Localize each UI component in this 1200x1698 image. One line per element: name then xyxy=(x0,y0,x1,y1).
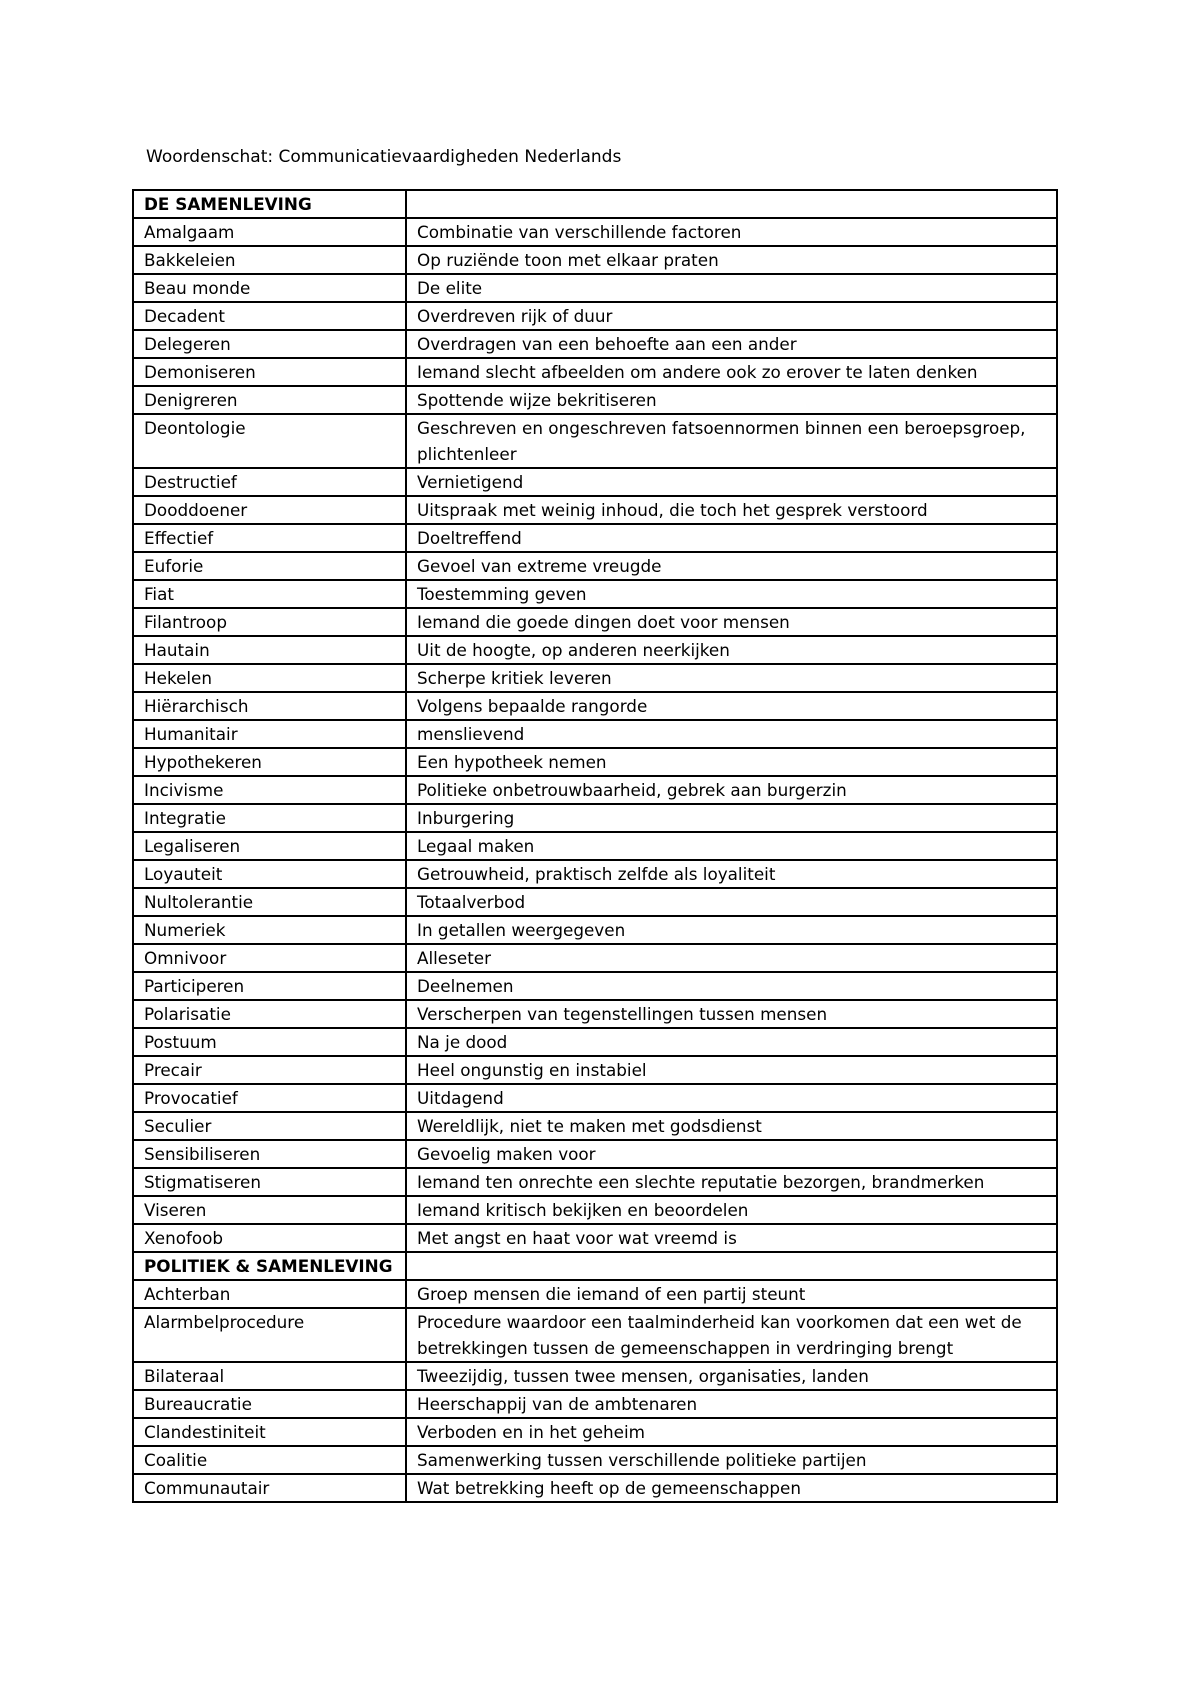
term-cell: Xenofoob xyxy=(133,1224,406,1252)
table-row xyxy=(133,944,1057,972)
term-cell: Fiat xyxy=(133,580,406,608)
definition-cell: Iemand ten onrechte een slechte reputatie bezorgen, brandmerken xyxy=(406,1168,1057,1196)
definition-cell: Legaal maken xyxy=(406,832,1057,860)
term-cell: Decadent xyxy=(133,302,406,330)
table-row xyxy=(133,916,1057,944)
table-row xyxy=(133,468,1057,496)
table-row xyxy=(133,1308,1057,1362)
table-row xyxy=(133,1168,1057,1196)
term-cell: Hypothekeren xyxy=(133,748,406,776)
table-row xyxy=(133,1224,1057,1252)
term-cell: Euforie xyxy=(133,552,406,580)
definition-cell: Vernietigend xyxy=(406,468,1057,496)
definition-cell: Samenwerking tussen verschillende politieke partijen xyxy=(406,1446,1057,1474)
definition-cell: Getrouwheid, praktisch zelfde als loyaliteit xyxy=(406,860,1057,888)
table-row xyxy=(133,330,1057,358)
definition-cell: Op ruziënde toon met elkaar praten xyxy=(406,246,1057,274)
definition-cell: Uitdagend xyxy=(406,1084,1057,1112)
section-heading-empty-cell xyxy=(406,190,1057,218)
table-row xyxy=(133,414,1057,468)
definition-cell: Tweezijdig, tussen twee mensen, organisaties, landen xyxy=(406,1362,1057,1390)
definition-cell: Scherpe kritiek leveren xyxy=(406,664,1057,692)
term-cell: Demoniseren xyxy=(133,358,406,386)
term-cell: Deontologie xyxy=(133,414,406,468)
table-row xyxy=(133,1056,1057,1084)
term-cell: Hiërarchisch xyxy=(133,692,406,720)
definition-cell: Totaalverbod xyxy=(406,888,1057,916)
definition-cell: Verscherpen van tegenstellingen tussen mensen xyxy=(406,1000,1057,1028)
table-row xyxy=(133,496,1057,524)
table-row xyxy=(133,1418,1057,1446)
term-cell: Viseren xyxy=(133,1196,406,1224)
term-cell: Clandestiniteit xyxy=(133,1418,406,1446)
table-row xyxy=(133,246,1057,274)
term-cell: Bureaucratie xyxy=(133,1390,406,1418)
term-cell: Effectief xyxy=(133,524,406,552)
definition-cell: In getallen weergegeven xyxy=(406,916,1057,944)
term-cell: Incivisme xyxy=(133,776,406,804)
definition-cell: Gevoel van extreme vreugde xyxy=(406,552,1057,580)
table-row xyxy=(133,274,1057,302)
definition-cell: Overdragen van een behoefte aan een ander xyxy=(406,330,1057,358)
table-row xyxy=(133,692,1057,720)
term-cell: Nultolerantie xyxy=(133,888,406,916)
definition-cell: Groep mensen die iemand of een partij steunt xyxy=(406,1280,1057,1308)
term-cell: Communautair xyxy=(133,1474,406,1502)
term-cell: Achterban xyxy=(133,1280,406,1308)
table-row xyxy=(133,636,1057,664)
definition-cell: menslievend xyxy=(406,720,1057,748)
term-cell: Humanitair xyxy=(133,720,406,748)
definition-cell: Met angst en haat voor wat vreemd is xyxy=(406,1224,1057,1252)
definition-cell: Deelnemen xyxy=(406,972,1057,1000)
table-row xyxy=(133,1028,1057,1056)
table-row xyxy=(133,720,1057,748)
term-cell: Omnivoor xyxy=(133,944,406,972)
section-heading-empty-cell xyxy=(406,1252,1057,1280)
term-cell: Integratie xyxy=(133,804,406,832)
term-cell: Amalgaam xyxy=(133,218,406,246)
table-row xyxy=(133,524,1057,552)
table-row xyxy=(133,580,1057,608)
table-row xyxy=(133,776,1057,804)
table-row xyxy=(133,804,1057,832)
definition-cell: Alleseter xyxy=(406,944,1057,972)
term-cell: Denigreren xyxy=(133,386,406,414)
term-cell: Bilateraal xyxy=(133,1362,406,1390)
term-cell: Postuum xyxy=(133,1028,406,1056)
table-row xyxy=(133,1280,1057,1308)
definition-cell: Wat betrekking heeft op de gemeenschappen xyxy=(406,1474,1057,1502)
term-cell: Polarisatie xyxy=(133,1000,406,1028)
section-header-row xyxy=(133,1252,1057,1280)
term-cell: Stigmatiseren xyxy=(133,1168,406,1196)
term-cell: Sensibiliseren xyxy=(133,1140,406,1168)
term-cell: Provocatief xyxy=(133,1084,406,1112)
section-heading: DE SAMENLEVING xyxy=(133,190,406,218)
table-row xyxy=(133,1112,1057,1140)
definition-cell: Na je dood xyxy=(406,1028,1057,1056)
table-row xyxy=(133,832,1057,860)
definition-cell: Inburgering xyxy=(406,804,1057,832)
term-cell: Seculier xyxy=(133,1112,406,1140)
section-header-row xyxy=(133,190,1057,218)
vocabulary-table xyxy=(132,189,1058,1503)
term-cell: Coalitie xyxy=(133,1446,406,1474)
vocabulary-table-body xyxy=(133,190,1057,1502)
definition-cell: Spottende wijze bekritiseren xyxy=(406,386,1057,414)
table-row xyxy=(133,552,1057,580)
definition-cell: Iemand slecht afbeelden om andere ook zo erover te laten denken xyxy=(406,358,1057,386)
table-row xyxy=(133,358,1057,386)
term-cell: Hekelen xyxy=(133,664,406,692)
definition-cell: Combinatie van verschillende factoren xyxy=(406,218,1057,246)
definition-cell: De elite xyxy=(406,274,1057,302)
table-row xyxy=(133,218,1057,246)
table-row xyxy=(133,1000,1057,1028)
term-cell: Bakkeleien xyxy=(133,246,406,274)
term-cell: Precair xyxy=(133,1056,406,1084)
term-cell: Numeriek xyxy=(133,916,406,944)
definition-cell: Iemand die goede dingen doet voor mensen xyxy=(406,608,1057,636)
term-cell: Destructief xyxy=(133,468,406,496)
term-cell: Participeren xyxy=(133,972,406,1000)
table-row xyxy=(133,1446,1057,1474)
table-row xyxy=(133,972,1057,1000)
page-title: Woordenschat: Communicatievaardigheden Nederlands xyxy=(146,147,622,167)
term-cell: Loyauteit xyxy=(133,860,406,888)
table-row xyxy=(133,302,1057,330)
term-cell: Beau monde xyxy=(133,274,406,302)
table-row xyxy=(133,888,1057,916)
section-heading: POLITIEK & SAMENLEVING xyxy=(133,1252,406,1280)
term-cell: Legaliseren xyxy=(133,832,406,860)
definition-cell: Doeltreffend xyxy=(406,524,1057,552)
term-cell: Dooddoener xyxy=(133,496,406,524)
table-row xyxy=(133,386,1057,414)
definition-cell: Uit de hoogte, op anderen neerkijken xyxy=(406,636,1057,664)
definition-cell: Iemand kritisch bekijken en beoordelen xyxy=(406,1196,1057,1224)
table-row xyxy=(133,748,1057,776)
table-row xyxy=(133,1140,1057,1168)
definition-cell: Gevoelig maken voor xyxy=(406,1140,1057,1168)
table-row xyxy=(133,1196,1057,1224)
definition-cell: Politieke onbetrouwbaarheid, gebrek aan burgerzin xyxy=(406,776,1057,804)
term-cell: Filantroop xyxy=(133,608,406,636)
definition-cell: Verboden en in het geheim xyxy=(406,1418,1057,1446)
table-row xyxy=(133,1390,1057,1418)
definition-cell: Wereldlijk, niet te maken met godsdienst xyxy=(406,1112,1057,1140)
table-row xyxy=(133,1474,1057,1502)
table-row xyxy=(133,664,1057,692)
definition-cell: Heerschappij van de ambtenaren xyxy=(406,1390,1057,1418)
definition-cell: Overdreven rijk of duur xyxy=(406,302,1057,330)
definition-cell: Geschreven en ongeschreven fatsoennormen binnen een beroepsgroep, plichtenleer xyxy=(406,414,1057,468)
definition-cell: Heel ongunstig en instabiel xyxy=(406,1056,1057,1084)
definition-cell: Uitspraak met weinig inhoud, die toch het gesprek verstoord xyxy=(406,496,1057,524)
table-row xyxy=(133,860,1057,888)
definition-cell: Volgens bepaalde rangorde xyxy=(406,692,1057,720)
term-cell: Hautain xyxy=(133,636,406,664)
table-row xyxy=(133,608,1057,636)
term-cell: Delegeren xyxy=(133,330,406,358)
term-cell: Alarmbelprocedure xyxy=(133,1308,406,1362)
definition-cell: Procedure waardoor een taalminderheid kan voorkomen dat een wet de betrekkingen tussen de gemeenschappen in verdringing brengt xyxy=(406,1308,1057,1362)
definition-cell: Toestemming geven xyxy=(406,580,1057,608)
definition-cell: Een hypotheek nemen xyxy=(406,748,1057,776)
table-row xyxy=(133,1084,1057,1112)
table-row xyxy=(133,1362,1057,1390)
